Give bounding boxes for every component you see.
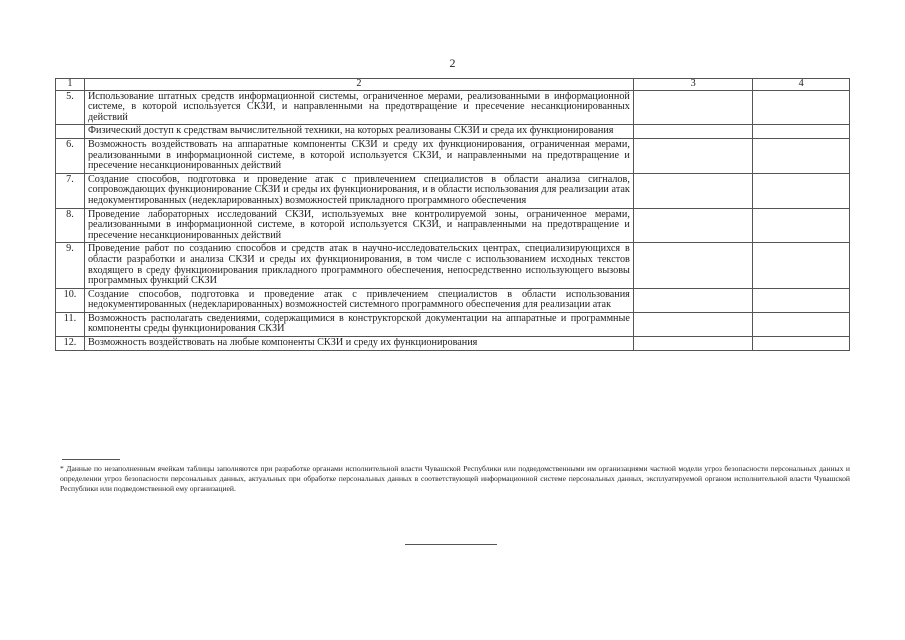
row-col-4 (753, 90, 850, 125)
footnote: * Данные по незаполненным ячейкам таблицы заполняются при разработке органами исполнительной власти Чувашской Республики или подведомственными им организациями частной модели угроз безопасности персональных данных и определении угроз безопасности персональных данных, актуальных при обработке персональных данных в соответствующей информационной системе персональных данных, эксплуатируемой органом исполнительной власти Чувашской Республики или подведомственной ему организацией. (60, 464, 850, 493)
row-col-4 (753, 125, 850, 139)
row-text: Физический доступ к средствам вычислительной техники, на которых реализованы СКЗИ и среда их функционирования (84, 125, 633, 139)
bottom-divider (405, 544, 497, 545)
row-text: Возможность воздействовать на любые компоненты СКЗИ и среду их функционирования (84, 337, 633, 351)
table-row (56, 173, 850, 208)
row-number: 10. (56, 288, 85, 312)
row-text: Использование штатных средств информационной системы, ограниченное мерами, реализованными в информационной системе, в которой используется СКЗИ, и направленными на предотвращение и пресечение несанкционированных действий (84, 90, 633, 125)
table-row (56, 243, 850, 288)
row-number: 12. (56, 337, 85, 351)
row-number: 6. (56, 138, 85, 173)
row-number: 5. (56, 90, 85, 125)
row-text: Создание способов, подготовка и проведение атак с привлечением специалистов в области использования недокументированных (недекларированных) возможностей системного программного обеспечения для реализации атак (84, 288, 633, 312)
row-text: Возможность воздействовать на аппаратные компоненты СКЗИ и среду их функционирования, ограниченная мерами, реализованными в информационной системе, в которой используется СКЗИ, и направленными на предотвращение и пресечение несанкционированных действий (84, 138, 633, 173)
row-text: Создание способов, подготовка и проведение атак с привлечением специалистов в области анализа сигналов, сопровождающих функционирование СКЗИ и среды их функционирования, и в области использования для реализации атак недокументированных (недекларированных) возможностей прикладного программного обеспечения (84, 173, 633, 208)
table-row (56, 288, 850, 312)
header-col-2: 2 (84, 79, 633, 91)
row-text: Проведение работ по созданию способов и средств атак в научно-исследовательских центрах, специализирующихся в области разработки и анализа СКЗИ и среды их функционирования, в том числе с использованием исходных текстов входящего в среду функционирования прикладного программного обеспечения, непосредственно использующего вызовы программных функций СКЗИ (84, 243, 633, 288)
row-text: Проведение лабораторных исследований СКЗИ, используемых вне контролируемой зоны, ограниченное мерами, реализованными в информационной системе, в которой используется СКЗИ, и направленными на предотвращение и пресечение несанкционированных действий (84, 208, 633, 243)
row-col-3 (633, 138, 752, 173)
row-number: 7. (56, 173, 85, 208)
row-number: 9. (56, 243, 85, 288)
table-row (56, 312, 850, 336)
footnote-separator (62, 459, 120, 460)
row-col-3 (633, 90, 752, 125)
row-number (56, 125, 85, 139)
row-col-4 (753, 337, 850, 351)
row-col-3 (633, 243, 752, 288)
row-col-3 (633, 125, 752, 139)
row-col-3 (633, 337, 752, 351)
row-col-4 (753, 208, 850, 243)
table-header-row (56, 79, 850, 91)
table-row (56, 125, 850, 139)
row-text: Возможность располагать сведениями, содержащимися в конструкторской документации на аппаратные и программные компоненты среды функционирования СКЗИ (84, 312, 633, 336)
page-number: 2 (449, 56, 456, 70)
row-col-4 (753, 288, 850, 312)
header-col-3: 3 (633, 79, 752, 91)
threat-capabilities-table (55, 78, 850, 351)
header-col-1: 1 (56, 79, 85, 91)
row-col-4 (753, 138, 850, 173)
row-col-3 (633, 312, 752, 336)
row-number: 8. (56, 208, 85, 243)
row-col-3 (633, 288, 752, 312)
header-col-4: 4 (753, 79, 850, 91)
table-row (56, 90, 850, 125)
row-number: 11. (56, 312, 85, 336)
row-col-4 (753, 312, 850, 336)
table-row (56, 138, 850, 173)
row-col-4 (753, 173, 850, 208)
row-col-3 (633, 208, 752, 243)
row-col-4 (753, 243, 850, 288)
table-row (56, 208, 850, 243)
row-col-3 (633, 173, 752, 208)
table-row (56, 337, 850, 351)
